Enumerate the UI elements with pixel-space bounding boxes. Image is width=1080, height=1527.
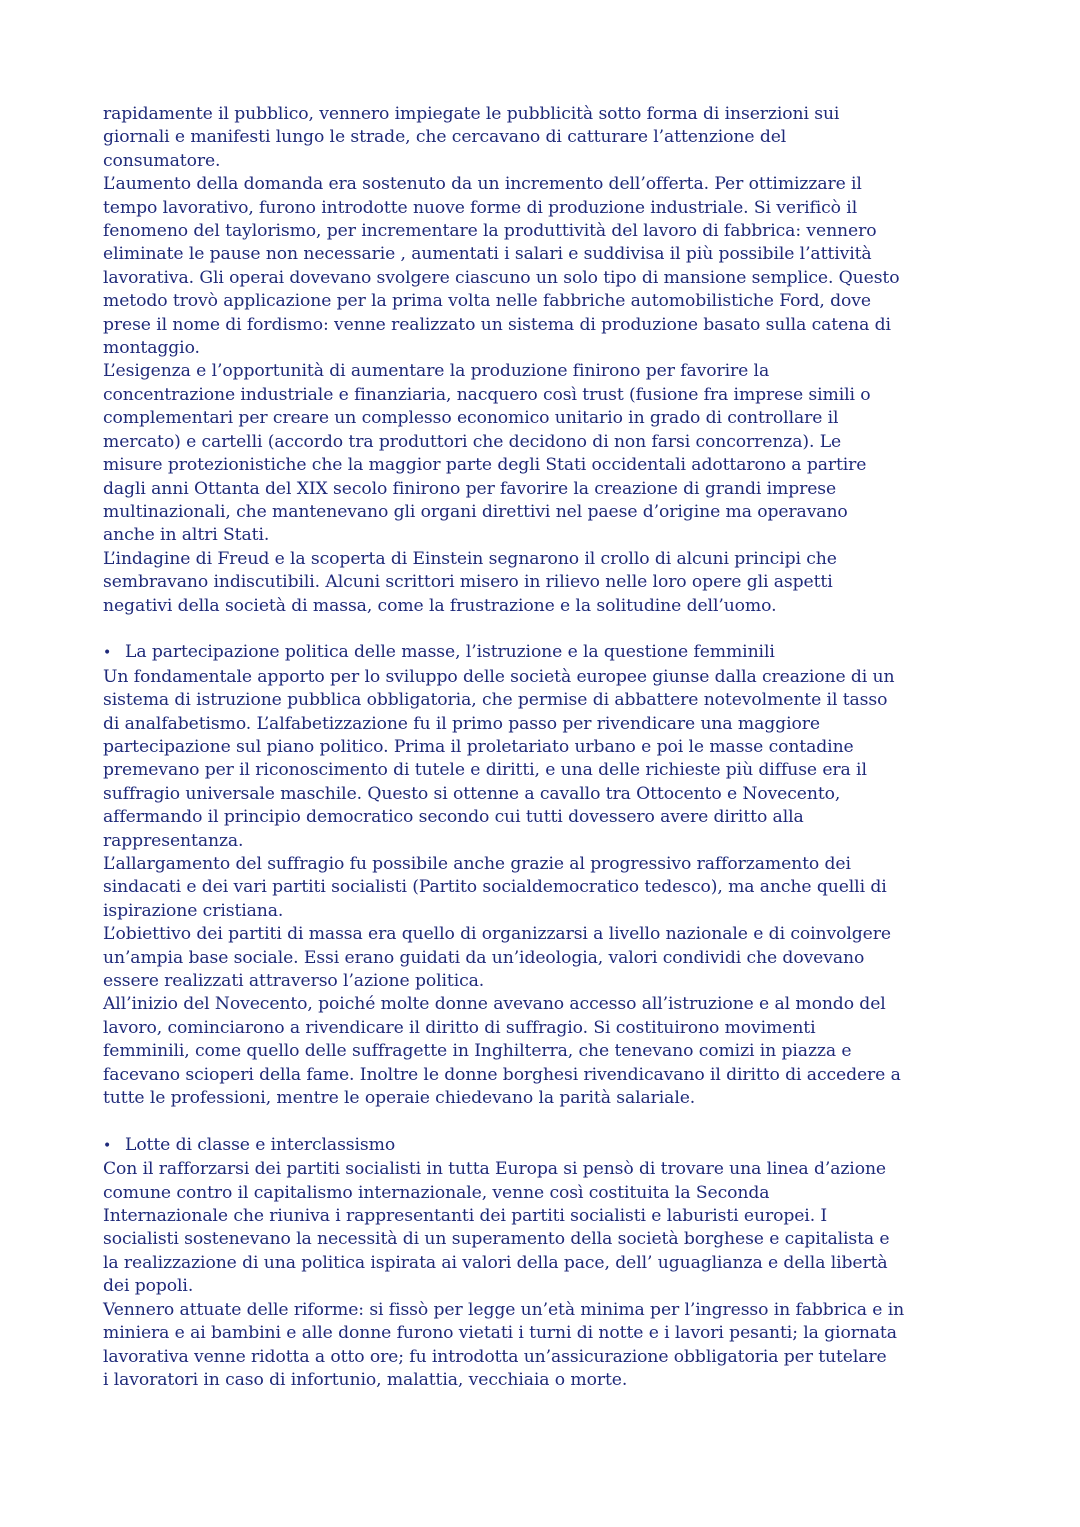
text-line: dagli anni Ottanta del XIX secolo finirono per favorire la creazione di grandi imprese (103, 478, 837, 499)
text-line: lavorativa. Gli operai dovevano svolgere ciascuno un solo tipo di mansione semplice. Questo (103, 267, 900, 288)
text-line: prese il nome di fordismo: venne realizzato un sistema di produzione basato sulla catena di (103, 314, 891, 335)
text-line: giornali e manifesti lungo le strade, che cercavano di catturare l’attenzione del (103, 127, 787, 148)
text-line: misure protezionistiche che la maggior parte degli Stati occidentali adottarono a partire (103, 455, 867, 476)
text-line: facevano scioperi della fame. Inoltre le donne borghesi rivendicavano il diritto di accedere a (103, 1064, 901, 1085)
text-line: montaggio. (103, 338, 200, 359)
text-line: Vennero attuate delle riforme: si fissò per legge un’età minima per l’ingresso in fabbrica e in (103, 1299, 905, 1320)
text-line: All’inizio del Novecento, poiché molte donne avevano accesso all’istruzione e al mondo del (103, 994, 886, 1015)
text-line: affermando il principio democratico secondo cui tutti dovessero avere diritto alla (103, 807, 804, 828)
text-line: sistema di istruzione pubblica obbligatoria, che permise di abbattere notevolmente il tasso (103, 690, 888, 711)
text-line: sembravano indiscutibili. Alcuni scrittori misero in rilievo nelle loro opere gli aspetti (103, 572, 833, 593)
text-line: dei popoli. (103, 1276, 194, 1297)
text-line: sindacati e dei vari partiti socialisti (Partito socialdemocratico tedesco), ma anche quelli di (103, 877, 887, 898)
paragraph-taylorism (103, 173, 998, 360)
section-heading (103, 1134, 998, 1158)
text-line: la realizzazione di una politica ispirata ai valori della pace, dell’ uguaglianza e della libertà (103, 1252, 888, 1273)
text-line: multinazionali, che mantenevano gli organi direttivi nel paese d’origine ma operavano (103, 501, 848, 522)
text-line: lavoro, cominciarono a rivendicare il diritto di suffragio. Si costituirono movimenti (103, 1017, 816, 1038)
text-line: consumatore. (103, 150, 221, 171)
text-line: lavorativa venne ridotta a otto ore; fu introdotta un’assicurazione obbligatoria per tutelare (103, 1346, 887, 1367)
text-line: socialisti sostenevano la necessità di un superamento della società borghese e capitalista e (103, 1229, 890, 1250)
text-line: di analfabetismo. L’alfabetizzazione fu il primo passo per rivendicare una maggiore (103, 713, 820, 734)
text-line: ispirazione cristiana. (103, 900, 284, 921)
text-line: L’obiettivo dei partiti di massa era quello di organizzarsi a livello nazionale e di coinvolgere (103, 924, 891, 945)
paragraph-freud-einstein (103, 548, 998, 618)
document-page (103, 103, 998, 1392)
text-line: miniera e ai bambini e alle donne furono vietati i turni di notte e i lavori pesanti; la giornata (103, 1323, 897, 1344)
paragraph-education (103, 666, 998, 853)
section-political-participation (103, 641, 998, 1110)
paragraph-second-international (103, 1158, 998, 1298)
text-line: essere realizzati attraverso l’azione politica. (103, 971, 485, 992)
text-line: Un fondamentale apporto per lo sviluppo delle società europee giunse dalla creazione di un (103, 666, 895, 687)
text-line: rappresentanza. (103, 830, 244, 851)
text-line: tutte le professioni, mentre le operaie chiedevano la parità salariale. (103, 1088, 696, 1109)
text-line: un’ampia base sociale. Essi erano guidati da un’ideologia, valori condividi che dovevano (103, 947, 865, 968)
paragraph-women (103, 993, 998, 1110)
text-line: fenomeno del taylorismo, per incrementare la produttività del lavoro di fabbrica: vennero (103, 221, 877, 242)
text-line: mercato) e cartelli (accordo tra produttori che decidono di non farsi concorrenza). Le (103, 431, 842, 452)
text-line: negativi della società di massa, come la frustrazione e la solitudine dell’uomo. (103, 595, 777, 616)
bullet-icon: • (103, 645, 112, 662)
text-line: rapidamente il pubblico, vennero impiegate le pubblicità sotto forma di inserzioni sui (103, 104, 840, 124)
paragraph-mass-parties (103, 923, 998, 993)
text-line: L’indagine di Freud e la scoperta di Einstein segnarono il crollo di alcuni principi che (103, 548, 837, 569)
section-intro (103, 103, 998, 618)
text-line: premevano per il riconoscimento di tutele e diritti, e una delle richieste più diffuse era il (103, 760, 867, 781)
text-line: comune contro il capitalismo internazionale, venne così costituita la Seconda (103, 1182, 770, 1203)
section-class-struggle (103, 1134, 998, 1392)
text-line: partecipazione sul piano politico. Prima il proletariato urbano e poi le masse contadine (103, 736, 854, 757)
paragraph-suffrage-expansion (103, 853, 998, 923)
paragraph-advertising (103, 103, 998, 173)
text-line: i lavoratori in caso di infortunio, malattia, vecchiaia o morte. (103, 1369, 628, 1390)
text-line: metodo trovò applicazione per la prima volta nelle fabbriche automobilistiche Ford, dove (103, 291, 871, 312)
paragraph-reforms (103, 1299, 998, 1393)
text-line: femminili, come quello delle suffragette in Inghilterra, che tenevano comizi in piazza e (103, 1041, 852, 1062)
text-line: anche in altri Stati. (103, 525, 270, 546)
paragraph-concentration (103, 360, 998, 547)
text-line: suffragio universale maschile. Questo si ottenne a cavallo tra Ottocento e Novecento, (103, 783, 841, 804)
heading-text: La partecipazione politica delle masse, l’istruzione e la questione femminili (125, 642, 775, 663)
text-line: eliminate le pause non necessarie , aumentati i salari e suddivisa il più possibile l’attività (103, 244, 872, 265)
text-line: L’esigenza e l’opportunità di aumentare la produzione finirono per favorire la (103, 361, 770, 382)
text-line: Internazionale che riuniva i rappresentanti dei partiti socialisti e laburisti europei. I (103, 1206, 828, 1227)
bullet-icon: • (103, 1137, 112, 1154)
text-line: complementari per creare un complesso economico unitario in grado di controllare il (103, 408, 839, 429)
text-line: L’aumento della domanda era sostenuto da un incremento dell’offerta. Per ottimizzare il (103, 174, 862, 195)
text-line: L’allargamento del suffragio fu possibile anche grazie al progressivo rafforzamento dei (103, 853, 851, 874)
text-line: Con il rafforzarsi dei partiti socialisti in tutta Europa si pensò di trovare una linea d’azione (103, 1159, 886, 1180)
text-line: concentrazione industriale e finanziaria, nacquero così trust (fusione fra imprese simili o (103, 384, 871, 405)
section-heading (103, 641, 998, 665)
text-line: tempo lavorativo, furono introdotte nuove forme di produzione industriale. Si verificò il (103, 197, 858, 218)
heading-text: Lotte di classe e interclassismo (125, 1134, 396, 1155)
